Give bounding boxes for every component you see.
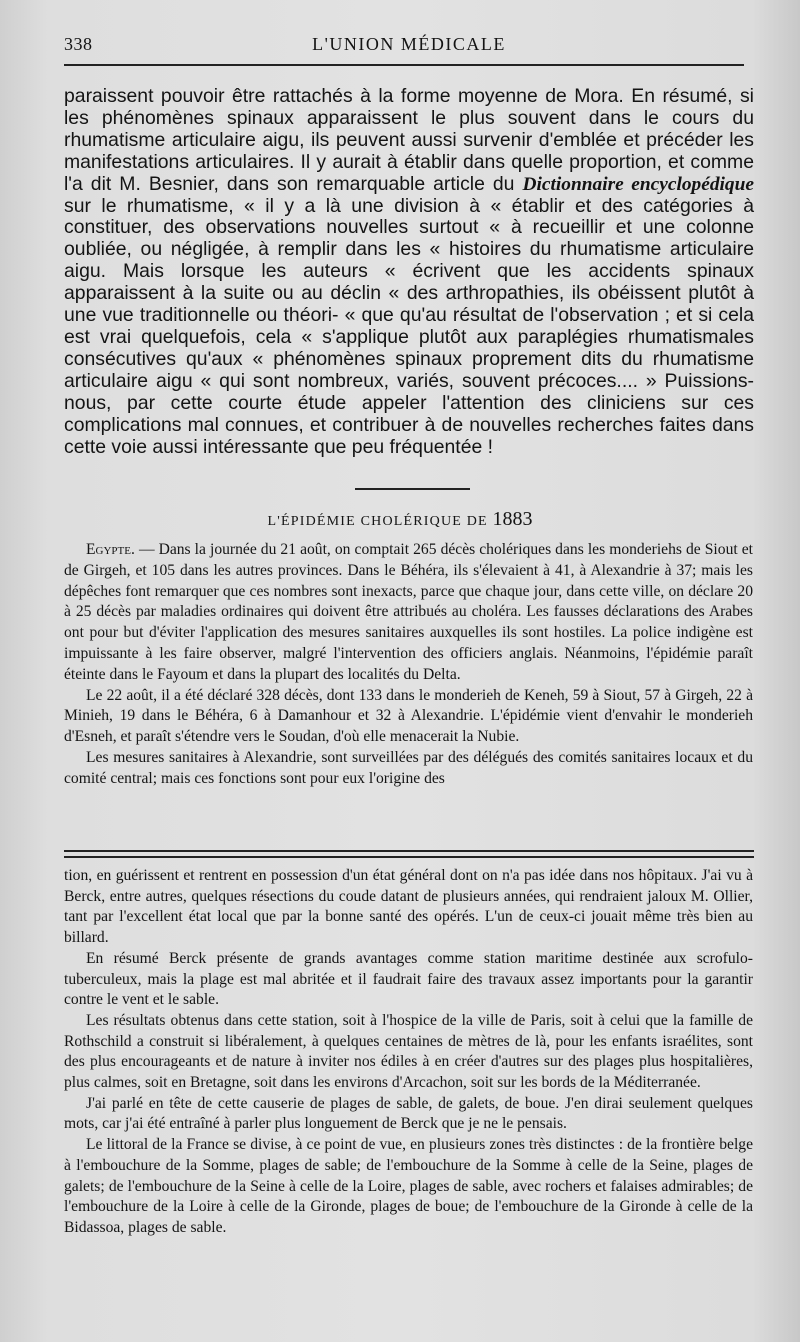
berck-paragraph-2: En résumé Berck présente de grands avantages comme station maritime destinée aux scrofulo-tuberculeux, mais la plage est mal abritée et il faudrait faire des travaux assez importants pour la garantir contre le vent et le sable. bbox=[64, 949, 753, 1009]
journal-title: L'UNION MÉDICALE bbox=[312, 34, 506, 54]
section-heading bbox=[0, 508, 800, 531]
page-header bbox=[64, 34, 754, 60]
section-heading-year: 1883 bbox=[492, 508, 533, 530]
feuilleton-divider bbox=[64, 850, 754, 858]
berck-feuilleton bbox=[64, 866, 753, 1239]
section-divider bbox=[355, 488, 470, 490]
berck-paragraph-3: Les résultats obtenus dans cette station, soit à l'hospice de la ville de Paris, soit à celui que la famille de Rothschild a construit si libéralement, à quelques centaines de mètres de là, pour les enfants israélites, sont des plus encourageants et de nature à inviter nos édiles à en créer d'autres sur des plages plus hospitalières, plus calmes, soit en Bretagne, soit dans les environs d'Arcachon, soit sur les bords de la Méditerranée. bbox=[64, 1011, 753, 1092]
cholera-paragraph-2: Le 22 août, il a été déclaré 328 décès, dont 133 dans le monderieh de Keneh, 59 à Siout, 57 à Girgeh, 22 à Minieh, 19 dans le Béhéra, 6 à Damanhour et 32 à Alexandrie. L'épidémie vient d'envahir le monderieh d'Esneh, et paraît s'étendre vers le Soudan, d'où elle menacerait la Nubie. bbox=[64, 686, 753, 746]
page-number: 338 bbox=[64, 34, 93, 54]
cholera-report bbox=[64, 540, 753, 790]
cholera-paragraph-3: Les mesures sanitaires à Alexandrie, sont surveillées par des délégués des comités sanitaires locaux et du comité central; mais ces fonctions sont pour eux l'origine des bbox=[64, 748, 753, 787]
berck-paragraph-4: J'ai parlé en tête de cette causerie de plages de sable, de galets, de boue. J'en dirai seulement quelques mots, car j'ai été entraîné à parler plus longuement de Berck que je ne le pensais. bbox=[64, 1094, 753, 1133]
rheumatism-article-text bbox=[64, 86, 754, 458]
dictionary-title: Dictionnaire encyclopédique bbox=[522, 173, 754, 195]
section-heading-text: L'ÉPIDÉMIE CHOLÉRIQUE DE bbox=[267, 514, 488, 529]
rheumatism-paragraph: paraissent pouvoir être rattachés à la forme moyenne de Mora. En résumé, si les phénomènes spinaux apparaissent le plus souvent dans le cours du rhumatisme articulaire aigu, ils peuvent aussi survenir d'emblée et précéder les manifestations articulaires. Il y aurait à établir dans quelle proportion, et comme l'a dit M. Besnier, dans son remarquable article du Dictionnaire encyclopédique sur le rhumatisme, « il y a là une division à « établir et des catégories à constituer, des observations nouvelles surtout « à recueillir et une colonne oubliée, ou négligée, à remplir dans les « histoires du rhumatisme articulaire aigu. Mais lorsque les auteurs « écrivent que les accidents spinaux apparaissent à la suite ou au déclin « des arthropathies, ils obéissent plutôt à une vue traditionnelle ou théori- « que qu'au résultat de l'observation ; et si cela est vrai quelquefois, cela « s'applique plutôt aux paraplégies rhumatismales consécutives qu'aux « phénomènes spinaux proprement dits du rhumatisme articulaire aigu « qui sont nombreux, variés, souvent précoces.... » Puissions-nous, par cette courte étude appeler l'attention des cliniciens sur ces complications mal connues, et contribuer à de nouvelles recherches faites dans cette voie aussi intéressante que peu fréquentée ! bbox=[64, 85, 754, 458]
cholera-paragraph-1: Egypte. — Dans la journée du 21 août, on comptait 265 décès cholériques dans les monderiehs de Siout et de Girgeh, et 105 dans les autres provinces. Dans le Béhéra, ils s'élevaient à 41, à Alexandrie à 37; mais les dépêches font remarquer que ces nombres sont inexacts, parce que chaque jour, dans cette ville, on déclare 20 à 25 décès par maladies ordinaires qui doivent être attribués au choléra. Les fausses déclarations des Arabes ont pour but d'éviter l'application des mesures sanitaires auxquelles ils sont hostiles. La police indigène est impuissante à les faire observer, malgré l'intervention des officiers anglais. Néanmoins, l'épidémie paraît éteinte dans le Fayoum et dans la plupart des localités du Delta. bbox=[64, 541, 753, 683]
header-rule bbox=[64, 64, 744, 66]
berck-paragraph-1: tion, en guérissent et rentrent en possession d'un état général dont on n'a pas idée dans nos hôpitaux. J'ai vu à Berck, entre autres, quelques résections du coude datant de plusieurs années, qui rendraient jaloux M. Ollier, tant par l'excellent état local que par la bonne santé des opérés. L'un de ceux-ci jouait même très bien au billard. bbox=[64, 867, 753, 947]
berck-paragraph-5: Le littoral de la France se divise, à ce point de vue, en plusieurs zones très distinctes : de la frontière belge à l'embouchure de la Somme, plages de sable; de l'embouchure de la Somme à celle de la Seine, plages de galets; de l'embouchure de la Seine à celle de la Loire, plages de sable, avec rochers et falaises admirables; de l'embouchure de la Loire à celle de la Gironde, plages de boue; de l'embouchure de la Gironde à celle de la Bidassoa, plages de sable. bbox=[64, 1136, 753, 1236]
country-label: Egypte. bbox=[86, 541, 135, 558]
